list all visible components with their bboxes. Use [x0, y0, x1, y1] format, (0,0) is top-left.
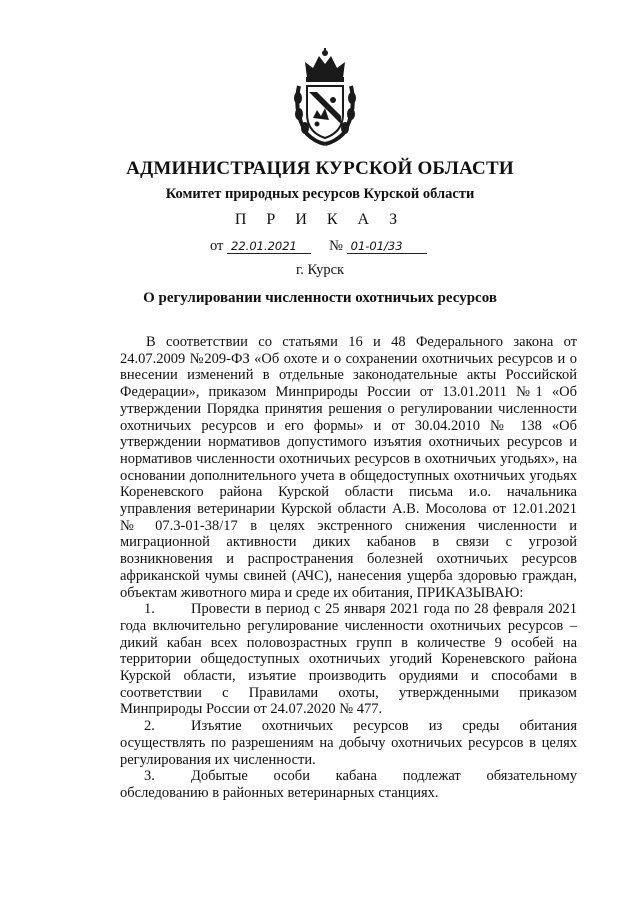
committee-name: Комитет природных ресурсов Курской области [165, 186, 475, 202]
handwritten-number: 01-01/33 [347, 239, 427, 254]
item-number: 1. [144, 601, 155, 618]
list-item [120, 768, 577, 801]
preamble-paragraph: В соответствии со статьями 16 и 48 Федерального закона от 24.07.2009 №209-ФЗ «Об охоте и о сохранении охотничьих ресурсов и о внесении изменений в отдельные законодательные акты Российской Федерации», приказом Минприроды России от 13.01.2011 №1 «Об утверждении Порядка принятия решения о регулировании численности охотничьих ресурсов и его формы» и от 30.04.2010 № 138 «Об утверждении нормативов допустимого изъятия охотничьих ресурсов и нормативов численности охотничьих ресурсов в охотничьих угодьях», на основании дополнительного учета в общедоступных охотничьих угодьях Кореневского района Курской области письма и.о. начальника управления ветеринарии Курской области А.В. Мосолова от 12.01.2021 № 07.3-01-38/17 в целях экстренного снижения численности и миграционной активности диких кабанов в связи с угрозой возникновения и распространения болезней охотничьих ресурсов африканской чумы свиней (АЧС), нанесения ущерба здоровью граждан, объектам животного мира и среде их обитания, ПРИКАЗЫВАЮ: [120, 334, 577, 601]
organization-name: АДМИНИСТРАЦИЯ КУРСКОЙ ОБЛАСТИ [126, 158, 514, 179]
document-title: О регулировании численности охотничьих ресурсов [143, 290, 497, 306]
coat-of-arms-icon [291, 48, 359, 146]
number-prefix: № [329, 238, 343, 254]
list-item [120, 601, 577, 718]
item-text: Провести в период с 25 января 2021 года по 28 февраля 2021 года включительно регулирование численности охотничьих ресурсов – дикий кабан всех половозрастных групп в количестве 9 особей на территории общедоступных охотничьих угодий Кореневского района Курской области, изъятие производить орудиями и способами в соответствии с Правилами охоты, утвержденными приказом Минприроды России от 24.07.2020 № 477. [120, 601, 577, 718]
document-body [120, 334, 577, 802]
city: г. Курск [295, 262, 345, 278]
date-prefix: от [210, 238, 224, 254]
document-type: П Р И К А З [234, 211, 406, 228]
item-number: 2. [144, 718, 155, 735]
item-number: 3. [144, 768, 155, 785]
handwritten-date: 22.01.2021 [227, 239, 311, 254]
list-item [120, 718, 577, 768]
item-text: Добытые особи кабана подлежат обязательному обследованию в районных ветеринарных станциях. [120, 768, 577, 801]
date-number-line [210, 238, 427, 255]
item-text: Изъятие охотничьих ресурсов из среды обитания осуществлять по разрешениям на добычу охотничьих ресурсов в целях регулирования их численности. [120, 718, 577, 768]
